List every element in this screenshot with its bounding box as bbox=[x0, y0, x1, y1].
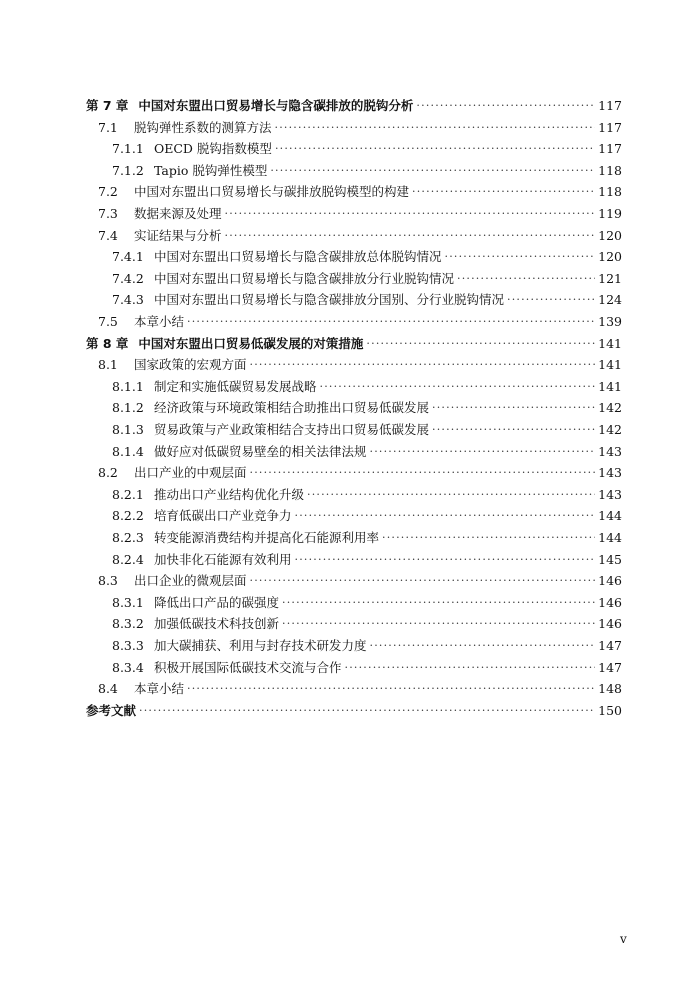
toc-entry-number: 7.5 bbox=[98, 314, 118, 329]
toc-entry[interactable] bbox=[112, 506, 622, 526]
toc-entry-page: 143 bbox=[598, 486, 622, 502]
toc-entry-number: 参考文献 bbox=[86, 702, 137, 718]
toc-entry-page: 120 bbox=[598, 249, 622, 265]
toc-entry-number: 7.3 bbox=[98, 206, 118, 221]
toc-entry-title: 中国对东盟出口贸易增长与碳排放脱钩模型的构建 bbox=[134, 184, 410, 200]
toc-entry-title: 做好应对低碳贸易壁垒的相关法律法规 bbox=[154, 443, 367, 459]
dot-leader bbox=[345, 658, 596, 678]
toc-entry-title: 推动出口产业结构优化升级 bbox=[154, 486, 305, 502]
dot-leader bbox=[416, 96, 595, 116]
toc-entry-number: 7.1 bbox=[98, 119, 118, 135]
dot-leader bbox=[295, 506, 596, 526]
toc-entry[interactable] bbox=[98, 463, 622, 483]
toc-entry-title: 脱钩弹性系数的测算方法 bbox=[134, 119, 272, 135]
page-number: v bbox=[620, 932, 627, 946]
dot-leader bbox=[507, 290, 595, 310]
toc-entry-number: 8.2.1 bbox=[112, 486, 144, 502]
toc-entry-title: 中国对东盟出口贸易增长与隐含碳排放的脱钩分析 bbox=[138, 98, 414, 113]
dot-leader bbox=[187, 312, 595, 332]
dot-leader bbox=[432, 420, 595, 440]
toc-entry[interactable] bbox=[98, 226, 622, 246]
toc-entry-title: 本章小结 bbox=[134, 314, 185, 329]
toc-entry-title: 出口产业的中观层面 bbox=[134, 465, 247, 481]
dot-leader bbox=[370, 636, 596, 656]
toc-entry-title: 出口企业的微观层面 bbox=[134, 573, 247, 589]
toc-entry-page: 143 bbox=[598, 465, 622, 481]
toc-entry-title: 降低出口产品的碳强度 bbox=[154, 594, 280, 610]
toc-entry-number: 8.3.4 bbox=[112, 659, 144, 675]
toc-entry[interactable] bbox=[98, 312, 622, 332]
toc-entry-number: 8.1 bbox=[98, 357, 118, 373]
dot-leader bbox=[250, 571, 596, 591]
toc-entry-title: OECD 脱钩指数模型 bbox=[154, 141, 272, 157]
toc-entry[interactable] bbox=[112, 139, 622, 159]
toc-entry-number: 第 8 章 bbox=[86, 335, 129, 351]
toc-entry-page: 146 bbox=[598, 594, 622, 610]
dot-leader bbox=[412, 182, 595, 202]
dot-leader bbox=[295, 550, 596, 570]
toc-entry-page: 117 bbox=[598, 119, 622, 135]
toc-entry[interactable] bbox=[98, 182, 622, 202]
toc-entry-title: Tapio 脱钩弹性模型 bbox=[154, 162, 268, 178]
dot-leader bbox=[187, 679, 595, 699]
toc-entry-page: 117 bbox=[598, 141, 622, 157]
toc-entry-title: 转变能源消费结构并提高化石能源利用率 bbox=[154, 530, 380, 545]
toc-entry-title: 数据来源及处理 bbox=[134, 206, 222, 221]
toc-entry-page: 118 bbox=[598, 162, 622, 178]
toc-entry-page: 141 bbox=[598, 378, 622, 394]
dot-leader bbox=[250, 355, 596, 375]
toc-entry-page: 146 bbox=[598, 616, 622, 632]
toc-entry-page: 144 bbox=[598, 508, 622, 524]
toc-entry-page: 147 bbox=[598, 638, 622, 653]
toc-entry-number: 第 7 章 bbox=[86, 98, 129, 113]
toc-entry[interactable] bbox=[112, 247, 622, 267]
toc-entry-number: 7.2 bbox=[98, 184, 118, 200]
toc-entry[interactable] bbox=[112, 442, 622, 462]
toc-entry-page: 120 bbox=[598, 227, 622, 243]
toc-entry-page: 119 bbox=[598, 206, 622, 221]
toc-entry-page: 148 bbox=[598, 681, 622, 697]
toc-entry-page: 141 bbox=[598, 357, 622, 373]
toc-entry-title: 加强低碳技术科技创新 bbox=[154, 616, 280, 632]
toc-entry-title: 中国对东盟出口贸易增长与隐含碳排放分国别、分行业脱钩情况 bbox=[154, 292, 505, 308]
toc-entry-page: 142 bbox=[598, 400, 622, 416]
toc-entry-number: 7.1.1 bbox=[112, 141, 144, 157]
dot-leader bbox=[445, 247, 596, 267]
dot-leader bbox=[382, 528, 595, 548]
toc-entry-page: 144 bbox=[598, 530, 622, 545]
toc-entry[interactable] bbox=[112, 614, 622, 634]
dot-leader bbox=[320, 377, 596, 397]
dot-leader bbox=[275, 139, 595, 159]
toc-entry-page: 145 bbox=[598, 551, 622, 567]
toc-entry[interactable] bbox=[98, 118, 622, 138]
toc-entry[interactable] bbox=[112, 528, 622, 548]
dot-leader bbox=[457, 269, 595, 289]
toc-entry-page: 150 bbox=[598, 702, 622, 718]
toc-entry-number: 8.3 bbox=[98, 573, 118, 589]
toc-entry-page: 117 bbox=[598, 98, 622, 113]
toc-entry[interactable] bbox=[112, 550, 622, 570]
toc-entry-page: 143 bbox=[598, 443, 622, 459]
toc-entry[interactable] bbox=[86, 701, 622, 721]
toc-entry-page: 146 bbox=[598, 573, 622, 589]
toc-entry-number: 7.1.2 bbox=[112, 162, 144, 178]
toc-entry-title: 经济政策与环境政策相结合助推出口贸易低碳发展 bbox=[154, 400, 430, 416]
toc-entry[interactable] bbox=[98, 679, 622, 699]
toc-entry-page: 141 bbox=[598, 335, 622, 351]
toc-entry[interactable] bbox=[112, 636, 622, 656]
toc-entry[interactable] bbox=[86, 334, 622, 354]
dot-leader bbox=[307, 485, 595, 505]
toc-entry-number: 8.2 bbox=[98, 465, 118, 481]
toc-entry-number: 8.3.2 bbox=[112, 616, 144, 632]
toc-entry-number: 8.1.4 bbox=[112, 443, 144, 459]
toc-entry-number: 8.4 bbox=[98, 681, 118, 697]
toc-entry-page: 118 bbox=[598, 184, 622, 200]
dot-leader bbox=[275, 118, 596, 138]
dot-leader bbox=[432, 398, 595, 418]
toc-entry[interactable] bbox=[98, 355, 622, 375]
toc-entry-number: 8.1.1 bbox=[112, 378, 144, 394]
toc-entry[interactable] bbox=[112, 290, 622, 310]
toc-entry-number: 8.1.3 bbox=[112, 422, 144, 437]
toc-entry-number: 8.3.1 bbox=[112, 594, 144, 610]
dot-leader bbox=[366, 334, 595, 354]
toc-entry-title: 实证结果与分析 bbox=[134, 227, 222, 243]
dot-leader bbox=[225, 204, 596, 224]
toc-entry-title: 培育低碳出口产业竞争力 bbox=[154, 508, 292, 524]
toc-entry-title: 贸易政策与产业政策相结合支持出口贸易低碳发展 bbox=[154, 422, 430, 437]
toc-entry-title: 制定和实施低碳贸易发展战略 bbox=[154, 378, 317, 394]
toc-entry-page: 139 bbox=[598, 314, 622, 329]
dot-leader bbox=[250, 463, 596, 483]
toc-entry-number: 7.4.3 bbox=[112, 292, 144, 308]
dot-leader bbox=[370, 442, 596, 462]
toc-entry[interactable] bbox=[112, 161, 622, 181]
toc-entry[interactable] bbox=[112, 377, 622, 397]
toc-entry[interactable] bbox=[98, 204, 622, 224]
toc-entry[interactable] bbox=[98, 571, 622, 591]
toc-entry-title: 本章小结 bbox=[134, 681, 185, 697]
toc-entry-number: 7.4 bbox=[98, 227, 118, 243]
toc-entry-page: 147 bbox=[598, 659, 622, 675]
toc-entry-number: 7.4.2 bbox=[112, 270, 144, 286]
dot-leader bbox=[270, 161, 595, 181]
toc-entry-title: 国家政策的宏观方面 bbox=[134, 357, 247, 373]
toc-entry[interactable] bbox=[112, 658, 622, 678]
toc-entry[interactable] bbox=[112, 269, 622, 289]
toc-entry-number: 8.2.3 bbox=[112, 530, 144, 545]
toc-entry-page: 142 bbox=[598, 422, 622, 437]
toc-entry-title: 加快非化石能源有效利用 bbox=[154, 551, 292, 567]
toc-entry[interactable] bbox=[112, 420, 622, 440]
toc-entry-number: 8.3.3 bbox=[112, 638, 144, 653]
dot-leader bbox=[282, 614, 595, 634]
dot-leader bbox=[225, 226, 596, 246]
dot-leader bbox=[139, 701, 595, 721]
toc-entry-number: 7.4.1 bbox=[112, 249, 144, 265]
toc-entry-number: 8.2.2 bbox=[112, 508, 144, 524]
toc-entry-title: 积极开展国际低碳技术交流与合作 bbox=[154, 659, 342, 675]
toc-entry[interactable] bbox=[112, 398, 622, 418]
dot-leader bbox=[282, 593, 595, 613]
toc-entry-number: 8.2.4 bbox=[112, 551, 144, 567]
toc-entry[interactable] bbox=[86, 96, 622, 116]
toc-entry-number: 8.1.2 bbox=[112, 400, 144, 416]
toc-entry-page: 121 bbox=[598, 270, 622, 286]
toc-entry[interactable] bbox=[112, 485, 622, 505]
toc-entry[interactable] bbox=[112, 593, 622, 613]
toc-entry-title: 中国对东盟出口贸易增长与隐含碳排放总体脱钩情况 bbox=[154, 249, 442, 265]
toc-entry-page: 124 bbox=[598, 292, 622, 308]
toc-entry-title: 加大碳捕获、利用与封存技术研发力度 bbox=[154, 638, 367, 653]
toc-entry-title: 中国对东盟出口贸易低碳发展的对策措施 bbox=[138, 335, 364, 351]
toc-entry-title: 中国对东盟出口贸易增长与隐含碳排放分行业脱钩情况 bbox=[154, 270, 455, 286]
